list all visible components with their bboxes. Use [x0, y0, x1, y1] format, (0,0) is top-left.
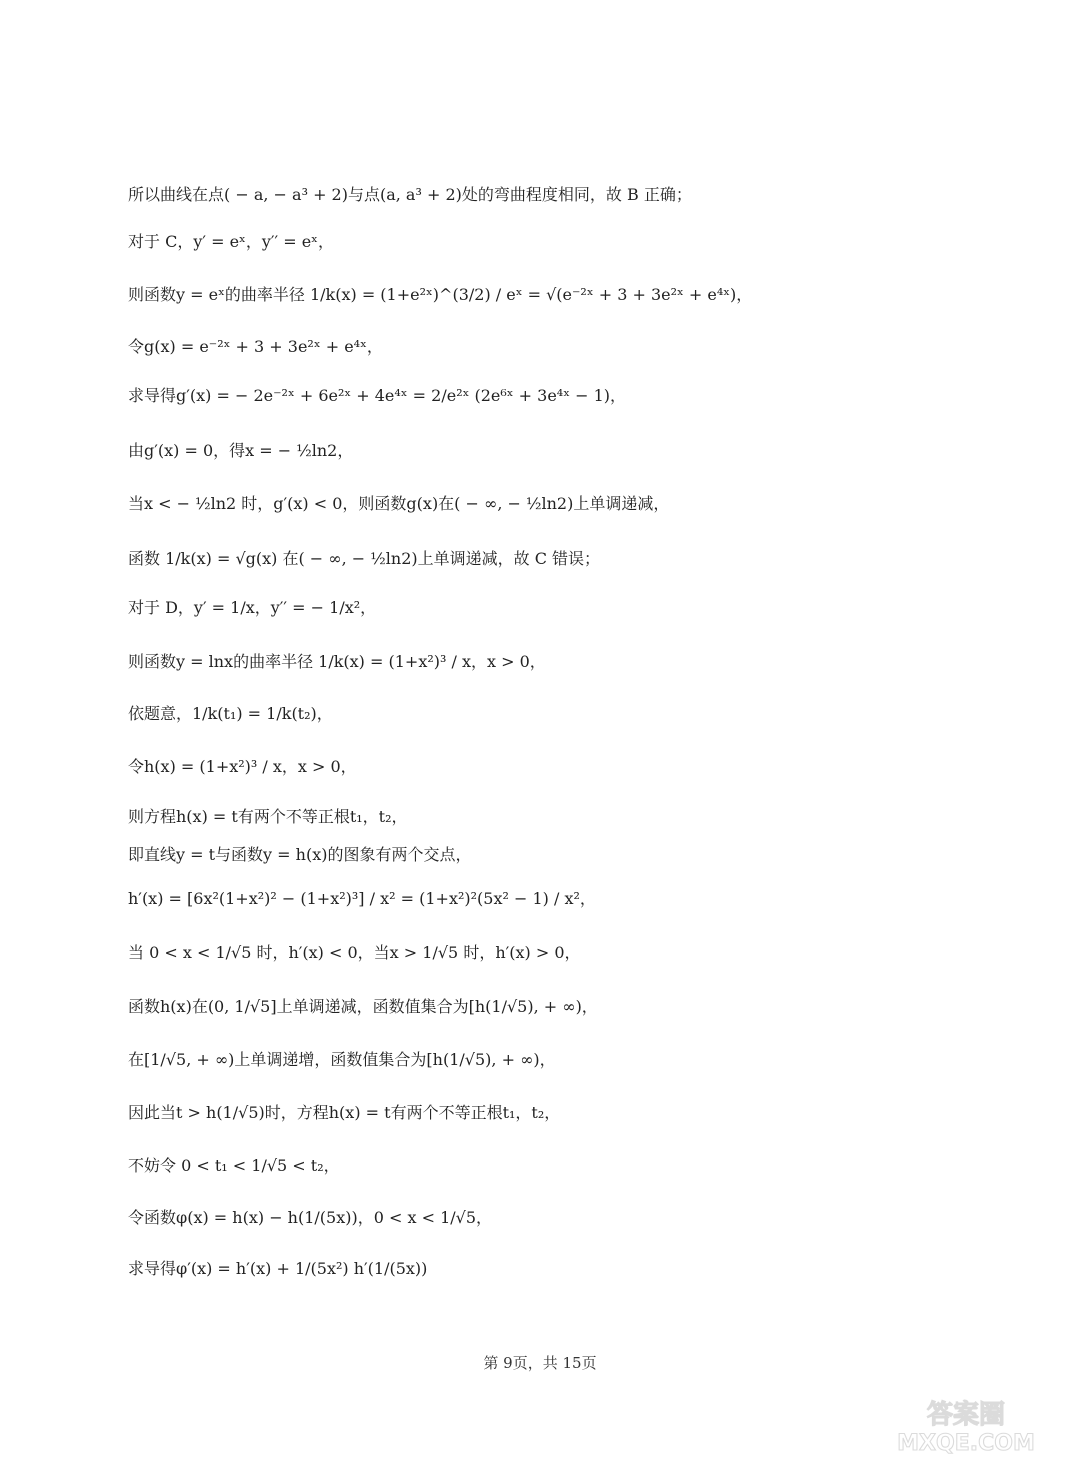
text-line: 依题意，1/k(t₁) = 1/k(t₂)， — [128, 704, 333, 723]
text-line: 因此当t > h(1/√5)时，方程h(x) = t有两个不等正根t₁，t₂， — [128, 1103, 561, 1122]
page-footer: 第 9页，共 15页 — [483, 1354, 597, 1372]
text-line: 对于 C，y′ = eˣ，y′′ = eˣ， — [128, 232, 334, 251]
text-line: 所以曲线在点( − a, − a³ + 2)与点(a, a³ + 2)处的弯曲程度相同，故 B 正确； — [128, 185, 692, 204]
text-line: 对于 D，y′ = 1/x，y′′ = − 1/x²， — [128, 598, 377, 617]
text-line: 不妨令 0 < t₁ < 1/√5 < t₂， — [128, 1156, 340, 1175]
watermark-top-text: 答案圈 — [926, 1400, 1006, 1430]
text-line: 由g′(x) = 0，得x = − ½ln2， — [128, 441, 354, 460]
text-line: 当 0 < x < 1/√5 时，h′(x) < 0，当x > 1/√5 时，h′(x) > 0， — [128, 943, 581, 962]
text-line: h′(x) = [6x²(1+x²)² − (1+x²)³] / x² = (1+x²)²(5x² − 1) / x²， — [128, 889, 596, 908]
text-line: 则函数y = lnx的曲率半径 1/k(x) = (1+x²)³ / x，x > 0， — [128, 652, 546, 671]
watermark-bottom-text: MXQE.COM — [897, 1431, 1035, 1455]
text-line: 则函数y = eˣ的曲率半径 1/k(x) = (1+e²ˣ)^(3/2) / eˣ = √(e⁻²ˣ + 3 + 3e²ˣ + e⁴ˣ)， — [128, 285, 753, 304]
text-line: 当x < − ½ln2 时，g′(x) < 0，则函数g(x)在( − ∞, − ½ln2)上单调递减， — [128, 494, 670, 513]
text-line: 令函数φ(x) = h(x) − h(1/(5x))，0 < x < 1/√5， — [128, 1208, 493, 1227]
text-line: 令g(x) = e⁻²ˣ + 3 + 3e²ˣ + e⁴ˣ， — [128, 337, 383, 356]
text-line: 求导得g′(x) = − 2e⁻²ˣ + 6e²ˣ + 4e⁴ˣ = 2/e²ˣ (2e⁶ˣ + 3e⁴ˣ − 1)， — [128, 386, 626, 405]
text-line: 令h(x) = (1+x²)³ / x，x > 0， — [128, 757, 357, 776]
text-line: 在[1/√5, + ∞)上单调递增，函数值集合为[h(1/√5), + ∞)， — [128, 1050, 556, 1069]
site-watermark-logo — [876, 1395, 1056, 1455]
text-line: 即直线y = t与函数y = h(x)的图象有两个交点， — [128, 845, 472, 864]
text-line: 函数 1/k(x) = √g(x) 在( − ∞, − ½ln2)上单调递减，故 C 错误； — [128, 549, 601, 568]
text-line: 则方程h(x) = t有两个不等正根t₁，t₂， — [128, 807, 408, 826]
text-line: 求导得φ′(x) = h′(x) + 1/(5x²) h′(1/(5x)) — [128, 1259, 428, 1278]
text-line: 函数h(x)在(0, 1/√5]上单调递减，函数值集合为[h(1/√5), + ∞)， — [128, 997, 598, 1016]
